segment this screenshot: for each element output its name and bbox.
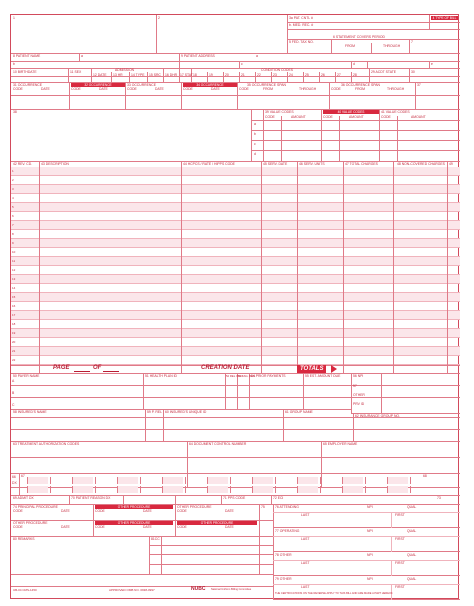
occ35-from: FROM <box>263 87 273 91</box>
vc41-amount: AMOUNT <box>411 115 426 119</box>
insurance-group-label: 62 INSURANCE GROUP NO. <box>355 414 400 418</box>
fl30-label: 30 <box>411 70 415 74</box>
occurrence-33-label: 33 OCCURRENCE <box>127 83 157 87</box>
occ34-code: CODE <box>183 87 193 91</box>
admit-date-label: 12 DATE <box>93 73 107 77</box>
line-number: 5 <box>12 205 14 209</box>
condition-codes-label: CONDITION CODES <box>261 68 294 72</box>
eci-label: 72 ECI <box>273 496 284 500</box>
diagnosis-code-cell[interactable] <box>117 486 138 493</box>
fl2-label: 2 <box>158 16 160 20</box>
line-number: 12 <box>12 268 16 272</box>
op-b-date: DATE <box>225 509 234 513</box>
occurrence-span-36-label: 36 OCCURRENCE SPAN <box>341 83 380 87</box>
page-label: PAGE <box>53 365 70 371</box>
op-e-code: CODE <box>177 525 187 529</box>
remarks-field[interactable] <box>12 542 147 573</box>
form-number: UB-04 CMS-1450 <box>13 588 37 592</box>
estimated-amount-label: 55 EST. AMOUNT DUE <box>305 374 341 378</box>
line-number: 9 <box>12 241 14 245</box>
omb-approval: APPROVED OMB NO. 0938-0997 <box>109 588 155 592</box>
physician-role-label: 78 OTHER <box>275 553 292 557</box>
occ36-from: FROM <box>355 87 365 91</box>
line-number: 11 <box>12 259 16 263</box>
physician-role-label: 77 OPERATING <box>275 529 300 533</box>
value-codes-41-label: 41 VALUE CODES <box>381 110 410 114</box>
diagnosis-code-cell[interactable] <box>297 486 318 493</box>
patient-name-b: b <box>13 62 15 66</box>
service-date-header: 45 SERV. DATE <box>263 162 288 166</box>
diagnosis-code-cell[interactable] <box>252 486 273 493</box>
occurrence-span-35-label: 35 OCCURRENCE SPAN <box>247 83 286 87</box>
vc39-amount: AMOUNT <box>291 115 306 119</box>
occurrence-34-tag: 34 OCCURRENCE <box>183 83 237 87</box>
period-through-label: THROUGH <box>383 44 401 48</box>
occ35-through: THROUGH <box>299 87 317 91</box>
value-codes-40-tag: 40 VALUE CODES <box>323 110 379 114</box>
occurrence-32-tag: 32 OCCURRENCE <box>71 83 125 87</box>
line-number: 22 <box>12 358 16 362</box>
occ32-date: DATE <box>99 87 108 91</box>
op-a-date: DATE <box>143 509 152 513</box>
value-codes-39-label: 39 VALUE CODES <box>265 110 294 114</box>
fl73-label: 73 <box>437 496 441 500</box>
line-number: 8 <box>12 232 14 236</box>
physician-first-label: FIRST <box>395 513 405 517</box>
physician-last-label: LAST <box>301 513 310 517</box>
physician-qual-label: QUAL <box>407 529 417 533</box>
statement-period-label: 6 STATEMENT COVERS PERIOD <box>333 35 385 39</box>
payer-name-label: 50 PAYER NAME <box>13 374 40 378</box>
occ32-code: CODE <box>71 87 81 91</box>
fl68-label: 68 <box>423 474 427 478</box>
diagnosis-code-cell[interactable] <box>207 486 228 493</box>
fl49-header: 49 <box>449 162 453 166</box>
sex-label: 11 SEX <box>70 70 82 74</box>
line-number: 1 <box>12 169 14 173</box>
fl81-label: 81CC <box>151 537 160 541</box>
service-units-header: 46 SERV. UNITS <box>299 162 325 166</box>
period-from-label: FROM <box>345 44 355 48</box>
diagnosis-code-cell[interactable] <box>185 477 206 484</box>
line-number: 17 <box>12 313 16 317</box>
line-number: 18 <box>12 322 16 326</box>
nubc-logo: NUBC <box>191 586 206 592</box>
totals-arrow-icon <box>331 365 337 373</box>
diagnosis-code-cell[interactable] <box>95 477 116 484</box>
line-number: 16 <box>12 304 16 308</box>
physician-name-divider <box>391 536 392 552</box>
cc-26: 26 <box>321 73 325 77</box>
patient-address-e: e <box>431 62 433 66</box>
other-procedure-d-tag: OTHER PROCEDURE <box>95 521 173 525</box>
release-info-label: 52 REL INFO <box>226 374 243 378</box>
status-label: 17 STAT <box>180 73 193 77</box>
vc39-code: CODE <box>265 115 275 119</box>
group-name-label: 61 GROUP NAME <box>285 410 313 414</box>
physician-name-divider <box>391 512 392 528</box>
cc-24: 24 <box>289 73 293 77</box>
vc40-code: CODE <box>323 115 333 119</box>
insured-name-label: 58 INSURED'S NAME <box>13 410 47 414</box>
patient-name-a: a <box>81 54 83 58</box>
diagnosis-code-cell[interactable] <box>320 486 341 493</box>
physician-block-operating[interactable] <box>273 528 460 552</box>
fl75-label: 75 <box>261 505 265 509</box>
physician-block-other-a[interactable] <box>273 552 460 576</box>
admit-type-label: 14 TYPE <box>131 73 145 77</box>
physician-block-other-b[interactable] <box>273 576 460 600</box>
patient-name-label: 8 PATIENT NAME <box>13 54 41 58</box>
op-b-code: CODE <box>177 509 187 513</box>
line-number: 14 <box>12 286 16 290</box>
diagnosis-code-cell[interactable] <box>72 477 93 484</box>
diagnosis-code-cell[interactable] <box>140 486 161 493</box>
line-number: 6 <box>12 214 14 218</box>
diagnosis-code-cell[interactable] <box>27 477 48 484</box>
certification-text: THE CERTIFICATIONS ON THE REVERSE APPLY TO THIS BILL AND ARE MADE A PART HEREOF. <box>275 592 393 595</box>
vc-row-b: b <box>254 132 256 136</box>
patient-address-d: d <box>353 62 355 66</box>
diagnosis-code-cell[interactable] <box>185 486 206 493</box>
fl66-label: 66 <box>12 475 16 479</box>
physician-qual-label: QUAL <box>407 553 417 557</box>
diagnosis-code-cell[interactable] <box>140 477 161 484</box>
pp-code: CODE <box>13 509 23 513</box>
admission-label: ADMISSION <box>115 68 135 72</box>
of-label: OF <box>93 365 102 371</box>
payer-row-a: A <box>12 379 15 383</box>
other-procedure-e-tag: OTHER PROCEDURE <box>177 521 257 525</box>
physician-qual-label: QUAL <box>407 577 417 581</box>
line-number: 10 <box>12 250 16 254</box>
fl7-label: 7 <box>411 40 413 44</box>
hcpcs-header: 44 HCPCS / RATE / HIPPS CODE <box>183 162 235 166</box>
physician-npi-label: NPI <box>367 529 373 533</box>
admit-dx-label: 69 ADMIT DX <box>13 496 34 500</box>
diagnosis-code-cell[interactable] <box>365 477 386 484</box>
discharge-hour-label: 16 DHR <box>165 73 178 77</box>
accident-state-label: 29 ACDT STATE <box>371 70 397 74</box>
diagnosis-code-cells[interactable] <box>19 473 460 495</box>
diagnosis-code-cell[interactable] <box>50 486 71 493</box>
op-c-code: CODE <box>13 525 23 529</box>
line-number: 2 <box>12 178 14 182</box>
diagnosis-code-cell[interactable] <box>50 477 71 484</box>
nubc-logo-sub: National Uniform Billing Committee <box>211 588 252 591</box>
assignment-benefits-label: 53 ASG. BEN. <box>238 374 256 378</box>
remarks-label: 80 REMARKS <box>13 537 35 541</box>
insured-unique-id-label: 60 INSURED'S UNIQUE ID <box>165 410 207 414</box>
physician-npi-label: NPI <box>367 505 373 509</box>
op-d-date: DATE <box>143 525 152 529</box>
payer-row-c: C <box>12 403 15 407</box>
cc-20: 20 <box>225 73 229 77</box>
admit-source-label: 15 SRC <box>149 73 161 77</box>
creation-date-label: CREATION DATE <box>201 365 250 371</box>
other-label: OTHER <box>353 393 365 397</box>
document-control-label: 64 DOCUMENT CONTROL NUMBER <box>189 442 247 446</box>
fed-tax-label: 5 FED. TAX NO. <box>289 40 314 44</box>
diagnosis-code-cell[interactable] <box>297 477 318 484</box>
physician-divider <box>273 512 460 513</box>
cc-18: 18 <box>193 73 197 77</box>
diagnosis-code-cell[interactable] <box>117 477 138 484</box>
prior-payments-label: 54 PRIOR PAYMENTS <box>251 374 286 378</box>
cc-23: 23 <box>273 73 277 77</box>
ub04-claim-form <box>10 14 459 599</box>
line-number: 7 <box>12 223 14 227</box>
physician-first-label: FIRST <box>395 537 405 541</box>
field-pay-to-name[interactable] <box>157 20 286 52</box>
pps-code-label: 71 PPS CODE <box>223 496 246 500</box>
line-number: 15 <box>12 295 16 299</box>
pp-date: DATE <box>61 509 70 513</box>
physician-blocks[interactable] <box>273 504 460 600</box>
type-of-bill-tag: 4 TYPE OF BILL <box>432 16 457 20</box>
patient-control-label: 3a PAT. CNTL # <box>289 16 313 20</box>
occ31-code: CODE <box>13 87 23 91</box>
npi-label: 56 NPI <box>353 374 364 378</box>
diagnosis-code-cell[interactable] <box>162 486 183 493</box>
line-number: 3 <box>12 187 14 191</box>
diagnosis-code-cell[interactable] <box>230 486 251 493</box>
diagnosis-code-cell[interactable] <box>230 477 251 484</box>
health-plan-id-label: 51 HEALTH PLAN ID <box>145 374 177 378</box>
totals-tag: TOTALS <box>297 365 326 373</box>
birthdate-label: 10 BIRTHDATE <box>13 70 37 74</box>
diagnosis-code-cell[interactable] <box>252 477 273 484</box>
cc-28: 28 <box>353 73 357 77</box>
physician-last-label: LAST <box>301 537 310 541</box>
dx-label: DX <box>12 481 17 485</box>
fl57-label: 57 <box>353 384 357 388</box>
physician-name-divider <box>391 560 392 576</box>
description-header: 43 DESCRIPTION <box>41 162 69 166</box>
physician-npi-label: NPI <box>367 577 373 581</box>
vc-row-a: a <box>254 122 256 126</box>
other-procedure-a-tag: OTHER PROCEDURE <box>95 505 173 509</box>
noncovered-charges-header: 48 NON-COVERED CHARGES <box>397 162 445 166</box>
diagnosis-code-cell[interactable] <box>275 477 296 484</box>
line-number: 19 <box>12 331 16 335</box>
physician-divider <box>273 584 460 585</box>
physician-divider <box>273 536 460 537</box>
patient-address-label: 9 PATIENT ADDRESS <box>181 54 215 58</box>
treatment-auth-label: 63 TREATMENT AUTHORIZATION CODES <box>13 442 80 446</box>
diagnosis-code-cell[interactable] <box>207 477 228 484</box>
op-e-date: DATE <box>225 525 234 529</box>
line-number: 4 <box>12 196 14 200</box>
diagnosis-code-cell[interactable] <box>342 477 363 484</box>
admit-hour-label: 13 HR <box>113 73 123 77</box>
fl67-label: 67 <box>21 474 25 478</box>
responsible-party-label: 38 <box>13 110 17 114</box>
diagnosis-code-cell[interactable] <box>162 477 183 484</box>
cc-19: 19 <box>209 73 213 77</box>
cc-25: 25 <box>305 73 309 77</box>
physician-first-label: FIRST <box>395 585 405 589</box>
occ33-code: CODE <box>127 87 137 91</box>
provider-id-label: PRV ID <box>353 402 365 406</box>
fl1-label: 1 <box>13 16 15 20</box>
op-a-code: CODE <box>95 509 105 513</box>
vc41-code: CODE <box>381 115 391 119</box>
physician-block-attending[interactable] <box>273 504 460 528</box>
physician-last-label: LAST <box>301 561 310 565</box>
line-number: 21 <box>12 349 16 353</box>
cc-27: 27 <box>337 73 341 77</box>
medical-record-label: b. MED. REC. # <box>289 23 314 27</box>
patient-address-a: a <box>256 54 258 58</box>
vc-row-c: c <box>254 142 256 146</box>
op-d-code: CODE <box>95 525 105 529</box>
cc-21: 21 <box>241 73 245 77</box>
op-c-date: DATE <box>61 525 70 529</box>
diagnosis-code-cell[interactable] <box>410 486 431 493</box>
vc-row-d: d <box>254 152 256 156</box>
occ34-date: DATE <box>211 87 220 91</box>
other-procedure-b-label: OTHER PROCEDURE <box>177 505 212 509</box>
occ33-date: DATE <box>155 87 164 91</box>
field-provider-name[interactable] <box>12 20 155 52</box>
vc40-amount: AMOUNT <box>349 115 364 119</box>
occ35-code: CODE <box>239 87 249 91</box>
patient-address-c: c <box>241 62 243 66</box>
physician-npi-label: NPI <box>367 553 373 557</box>
line-number: 13 <box>12 277 16 281</box>
physician-qual-label: QUAL <box>407 505 417 509</box>
diagnosis-code-cell[interactable] <box>342 486 363 493</box>
patient-relationship-label: 59 P. REL <box>147 410 163 414</box>
diagnosis-code-cell[interactable] <box>27 486 48 493</box>
fl37-label: 37 <box>417 83 421 87</box>
diagnosis-code-cell[interactable] <box>365 486 386 493</box>
physician-role-label: 76 ATTENDING <box>275 505 299 509</box>
occurrence-31-label: 31 OCCURRENCE <box>13 83 43 87</box>
total-charges-header: 47 TOTAL CHARGES <box>345 162 378 166</box>
diagnosis-code-cell[interactable] <box>387 486 408 493</box>
occ36-through: THROUGH <box>387 87 405 91</box>
rev-code-header: 42 REV. CD. <box>13 162 33 166</box>
occ31-date: DATE <box>41 87 50 91</box>
physician-divider <box>273 560 460 561</box>
patient-reason-dx-label: 70 PATIENT REASON DX <box>71 496 111 500</box>
principal-procedure-label: 74 PRINCIPAL PROCEDURE <box>13 505 58 509</box>
cc-22: 22 <box>257 73 261 77</box>
diagnosis-code-cell[interactable] <box>387 477 408 484</box>
diagnosis-code-cell[interactable] <box>95 486 116 493</box>
diagnosis-code-cell[interactable] <box>72 486 93 493</box>
diagnosis-code-cell[interactable] <box>275 486 296 493</box>
other-procedure-c-label: OTHER PROCEDURE <box>13 521 48 525</box>
diagnosis-code-cell[interactable] <box>320 477 341 484</box>
diagnosis-code-cell[interactable] <box>410 477 431 484</box>
employer-name-label: 65 EMPLOYER NAME <box>323 442 358 446</box>
line-number: 20 <box>12 340 16 344</box>
physician-first-label: FIRST <box>395 561 405 565</box>
physician-last-label: LAST <box>301 585 310 589</box>
physician-role-label: 79 OTHER <box>275 577 292 581</box>
payer-row-b: B <box>12 391 15 395</box>
occ36-code: CODE <box>331 87 341 91</box>
